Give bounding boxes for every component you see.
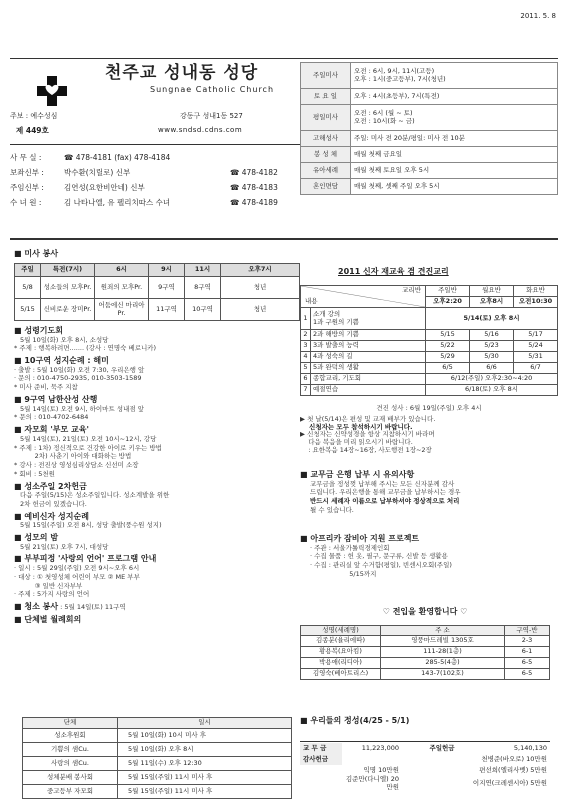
offering-divider	[300, 741, 550, 742]
header-divider	[10, 144, 300, 145]
notice-marian-night: ■ 성모의 밤 5월 21일(토) 오후 7시, 대성당	[14, 533, 300, 551]
table-row: 황용복(요아킴) 111-28(1층) 6-1	[301, 647, 550, 658]
issue-number: 제 449호	[16, 126, 49, 135]
table-header-row: 주일 특전(7시) 6시 9시 11시 오후7시	[15, 264, 300, 277]
table-row: 사랑의 샘Cu. 5월 11일(수) 오후 12:30	[23, 757, 292, 771]
staff-office: 사 무 실 : ☎ 478-4181 (fax) 478-4184	[10, 153, 171, 162]
table-row: 교 무 금 11,223,000 주일헌금 5,140,130	[300, 743, 550, 754]
table-row: 5/8 성소들의 모후Pr. 원죄의 모후Pr. 9구역 8구역 청년	[15, 277, 300, 299]
schedule-row: 주일미사 오전 : 6시, 9시, 11시(고등) 오후 : 1시(중고등부), 7시(청년)	[301, 63, 558, 89]
offering-table	[300, 743, 550, 792]
schedule-row: 고해성사 주일: 미사 전 20분/평일: 미사 전 10분	[301, 131, 558, 147]
mass-service-table	[14, 263, 300, 321]
table-row: 익명 10만원 편선희(엘리사벳) 5만원	[363, 765, 547, 774]
schedule-row: 평일미사 오전 : 6시 (월 ~ 토) 오전 : 10시(화 ~ 금)	[301, 105, 558, 131]
notice-catechumen-pilgrimage: ■ 예비신자 성지순례 5월 15일(주일) 오전 8시, 성당 출발(풍수원 성지)	[14, 512, 300, 530]
table-row: 중고등부 자모회 5월 15일(주일) 11시 미사 후	[23, 785, 292, 799]
church-english-name: Sungnae Catholic Church	[150, 85, 275, 94]
notice-list	[14, 326, 300, 624]
table-row: 성소후원회 5월 10일(화) 10시 미사 후	[23, 729, 292, 743]
notice-hiking-9: ■ 9구역 남한산성 산행 5월 14일(토) 오전 9시, 하이마트 성내점 앞 * 문의 : 010-4702-6484	[14, 395, 300, 422]
education-table	[300, 285, 558, 396]
table-row: 7 예절연습 6/18(토) 오후 8시	[301, 385, 558, 396]
education-title: 2011 신자 재교육 겸 견진교리	[338, 267, 449, 276]
notice-monthly-meetings: ■ 단체별 월례회의	[14, 615, 300, 625]
bulletin-date: 2011. 5. 8	[520, 12, 556, 20]
table-row: 2 2과 해방의 기쁨 5/15 5/16 5/17	[301, 330, 558, 341]
welcome-table	[300, 625, 550, 680]
notice-vocation-collection: ■ 성소주일 2차헌금 다음 주일(5/15)은 성소주일입니다. 성소계발을 위한 2차 헌금이 있겠습니다.	[14, 482, 300, 509]
table-header-row: 오후2:20 오후8시 오전10:30	[301, 297, 558, 308]
church-address: 강동구 성내1동 527	[180, 112, 243, 120]
tithe-notice: ■ 교무금 은행 납부 시 유의사항 교무금을 정성껏 납부해 주시는 모든 신자분께 감사 드립니다. 우리은행을 통해 교무금을 납부하시는 경우 반드시 세례자 이름으로 납부하셔야 정상적으로 처리 될 수 있습니다.	[300, 470, 558, 515]
schedule-row: 유아세례 매월 첫째 토요일 오후 5시	[301, 163, 558, 179]
schedule-row: 봉 성 체 매월 첫째 금요일	[301, 147, 558, 163]
staff-convent: 수 녀 원 : 김 나타나엘, 유 펠리치따스 수녀 ☎ 478-4189	[10, 198, 278, 207]
welcome-title: ♡ 전입을 환영합니다 ♡	[382, 607, 468, 616]
notice-prayer-meeting: ■ 성령기도회 5월 10일(화) 오후 8시, 소성당 * 주제 : 행복하려면....... (강사 : 연명숙 베로니카)	[14, 326, 300, 353]
table-row: 김준만(다니엘) 20만원 이지연(크레센시아) 5만원	[345, 775, 547, 791]
mass-service-heading: ■ 미사 봉사	[14, 249, 58, 259]
table-header-row: 단체 일시	[23, 718, 292, 729]
top-divider	[10, 58, 558, 59]
table-row: 5/15 신비로운 장미Pr. 어둠에신 마리아Pr. 11구역 10구역 청년	[15, 299, 300, 321]
monthly-meeting-table	[22, 717, 292, 799]
table-row: 박용애(리디아) 285-5(4층) 6-5	[301, 658, 550, 669]
africa-project: ■ 아프리카 잠비아 지원 프로젝트 · 주관 : 서울가톨릭경제인회 · 수집 물품 : 헌 옷, 필구, 문구류, 신발 등 생활용 · 수집 : 관리실 앞 수거함(평일), 빈센시오회(주일) 5/15까지	[300, 534, 558, 579]
church-website[interactable]: www.sndsd.cdns.com	[158, 126, 243, 134]
table-header-row: 교리반 내용 주일반 월요반 화요반	[301, 286, 558, 297]
staff-assistant-priest: 보좌신부 : 박수환(치릴로) 신부 ☎ 478-4182	[10, 168, 278, 177]
schedule-row: 혼인면담 매월 첫째, 셋째 주일 오후 5시	[301, 179, 558, 195]
schedule-table	[300, 62, 558, 195]
staff-list	[10, 150, 300, 210]
section-divider	[10, 238, 558, 240]
table-header-row: 성명(세례명) 주 소 구역-반	[301, 626, 550, 636]
table-row: 1 소개 강의 1과 구원의 기쁨 5/14(토) 오후 8시	[301, 308, 558, 330]
notice-parent-education: ■ 자모회 '부모 교육' 5월 14일(토), 21일(토) 오전 10시~12시, 강당 * 주제 : 1차) 정신적으로 건강한 아이로 키우는 방법 2차) 사춘기 아이와 대화하는 방법 * 강사 : 전진상 영성심리상담소 신선미 소장 * 회비 : 5천원	[14, 425, 300, 478]
table-row: 김영숙(베아트리스) 143-7(102호) 6-5	[301, 669, 550, 680]
table-row: 감사헌금 천병준(바오로) 10만원	[300, 754, 550, 765]
notice-couples-retreat: ■ 부부피정 '사랑의 언어' 프로그램 안내 · 일시 : 5월 29일(주일) 오전 9시~오후 6시 · 대상 : ① 첫영성체 어린이 부모 ② ME 부부 ③ 일반 신자부부 · 주제 : 5가지 사랑의 언어	[14, 554, 300, 599]
table-corner: 교리반 내용	[301, 286, 426, 308]
patron: 주보 : 예수성심	[10, 112, 58, 120]
table-row: 성체분배 봉사회 5월 15일(주일) 11시 미사 후	[23, 771, 292, 785]
table-row: 6 종합교리, 기도회 6/12(주일) 오후2:30~4:20	[301, 374, 558, 385]
table-row: 5 5과 완덕의 생활 6/5 6/6 6/7	[301, 363, 558, 374]
schedule-row: 토 요 일 오후 : 4시(초등부), 7시(특전)	[301, 89, 558, 105]
notice-pilgrimage-10: ■ 10구역 성지순례 : 해미 · 출발 : 5월 10일(화) 오전 7:30, 우리은행 앞 · 문의 : 010-4750-2935, 010-3503-1589 * 미사 준비, 묵주 지참	[14, 356, 300, 392]
table-row: 기쁨의 샘Cu. 5월 10일(화) 오후 8시	[23, 743, 292, 757]
notice-cleaning: ■ 청소 봉사 : 5월 14일(토) 11구역	[14, 602, 300, 612]
staff-pastor: 주임신부 : 김연성(요한비안네) 신부 ☎ 478-4183	[10, 183, 278, 192]
church-logo-icon	[36, 75, 68, 107]
education-notes: 견진 성사 : 6월 19일(주일) 오후 4시 ▶ 첫 날(5/14)은 편성 및 교재 배부가 있습니다. 신청자는 모두 참석하시기 바랍니다. ▶ 신청자는 신약성경을 항상 지참하시기 바라며 다음 복음을 미리 읽으시기 바랍니다. : 요한복음 14장~16장, 사도행전 1장~2장	[300, 404, 482, 454]
offering-title: ■ 우리들의 정성(4/25 - 5/1)	[300, 716, 409, 726]
church-title: 천주교 성내동 성당	[105, 63, 259, 83]
table-row: 3 3과 발출의 능력 5/22 5/23 5/24	[301, 341, 558, 352]
table-row: 4 4과 성숙의 길 5/29 5/30 5/31	[301, 352, 558, 363]
table-row: 김종분(율리에따) 영풍마드레빌 1305호 2-3	[301, 636, 550, 647]
